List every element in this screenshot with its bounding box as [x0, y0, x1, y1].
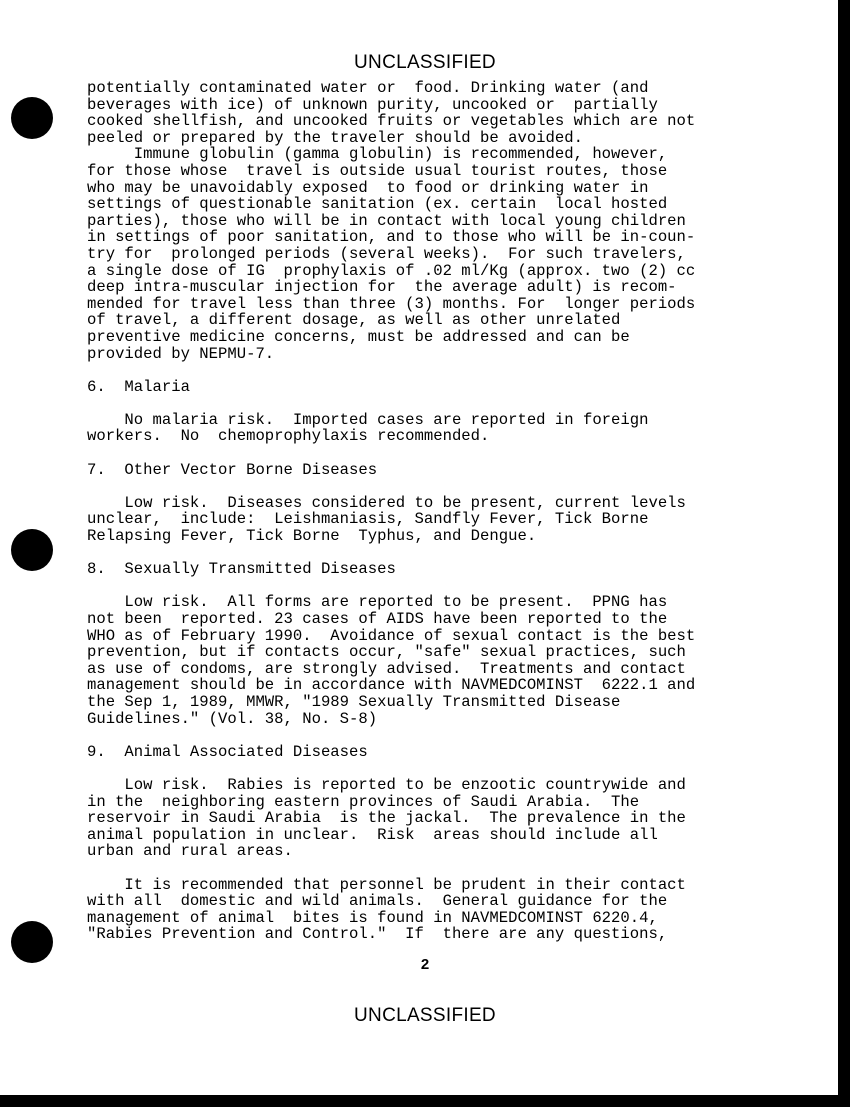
classification-banner-bottom: UNCLASSIFIED: [354, 1005, 496, 1026]
text-line: peeled or prepared by the traveler should be avoided.: [87, 128, 583, 147]
paragraph-gap: [87, 860, 767, 877]
punch-hole-top: [11, 97, 53, 139]
text-line: provided by NEPMU-7.: [87, 344, 275, 363]
contaminated-food-paragraph: [87, 80, 767, 146]
paragraph-gap: [87, 478, 767, 495]
text-line: parties), those who will be in contact with local young children: [87, 211, 686, 230]
punch-hole-middle: [11, 529, 53, 571]
paragraph-gap: [87, 727, 767, 744]
text-line: WHO as of February 1990. Avoidance of sexual contact is the best: [87, 626, 696, 645]
text-line: deep intra-muscular injection for the average adult) is recom-: [87, 278, 677, 297]
paragraph-gap: [87, 445, 767, 462]
text-line: mended for travel less than three (3) months. For longer periods: [87, 294, 696, 313]
text-line: No malaria risk. Imported cases are reported in foreign: [87, 410, 649, 429]
paragraph-gap: [87, 760, 767, 777]
text-line: "Rabies Prevention and Control." If there are any questions,: [87, 925, 668, 944]
text-line: potentially contaminated water or food. Drinking water (and: [87, 79, 649, 97]
text-line: Immune globulin (gamma globulin) is recommended, however,: [87, 145, 668, 164]
classification-banner-top: UNCLASSIFIED: [354, 52, 496, 73]
paragraph-gap: [87, 578, 767, 595]
scan-edge-right: [838, 0, 850, 1107]
text-line: not been reported. 23 cases of AIDS have been reported to the: [87, 610, 668, 628]
rabies-paragraph: [87, 777, 767, 860]
text-line: in the neighboring eastern provinces of Saudi Arabia. The: [87, 792, 640, 811]
text-line: a single dose of IG prophylaxis of .02 ml/Kg (approx. two (2) cc: [87, 261, 696, 280]
text-line: It is recommended that personnel be prudent in their contact: [87, 875, 686, 894]
text-line: 9. Animal Associated Diseases: [87, 742, 368, 761]
text-line: 8. Sexually Transmitted Diseases: [87, 560, 396, 579]
vector-borne-heading: [87, 462, 767, 479]
document-body: [87, 80, 767, 943]
text-line: settings of questionable sanitation (ex. certain local hosted: [87, 195, 668, 214]
paragraph-gap: [87, 362, 767, 379]
animal-contact-paragraph: [87, 877, 767, 943]
paragraph-gap: [87, 545, 767, 562]
text-line: prevention, but if contacts occur, "safe" sexual practices, such: [87, 643, 686, 662]
text-line: the Sep 1, 1989, MMWR, "1989 Sexually Transmitted Disease: [87, 692, 621, 711]
text-line: Low risk. Rabies is reported to be enzootic countrywide and: [87, 775, 686, 794]
malaria-heading: [87, 379, 767, 396]
text-line: unclear, include: Leishmaniasis, Sandfly Fever, Tick Borne: [87, 510, 649, 529]
text-line: animal population in unclear. Risk areas should include all: [87, 825, 658, 844]
malaria-paragraph: [87, 412, 767, 445]
text-line: 6. Malaria: [87, 377, 190, 396]
text-line: try for prolonged periods (several weeks). For such travelers,: [87, 244, 686, 263]
text-line: of travel, a different dosage, as well as other unrelated: [87, 311, 621, 330]
std-paragraph: [87, 594, 767, 727]
std-heading: [87, 561, 767, 578]
text-line: in settings of poor sanitation, and to those who will be in-coun-: [87, 228, 696, 247]
text-line: Low risk. Diseases considered to be present, current levels: [87, 493, 686, 512]
text-line: cooked shellfish, and uncooked fruits or vegetables which are not: [87, 112, 696, 131]
text-line: preventive medicine concerns, must be addressed and can be: [87, 327, 630, 346]
vector-borne-paragraph: [87, 495, 767, 545]
paragraph-gap: [87, 395, 767, 412]
text-line: urban and rural areas.: [87, 842, 293, 861]
page-number: 2: [420, 957, 430, 974]
text-line: Low risk. All forms are reported to be present. PPNG has: [87, 593, 668, 612]
text-line: for those whose travel is outside usual tourist routes, those: [87, 161, 668, 180]
scan-edge-bottom: [0, 1095, 850, 1107]
text-line: workers. No chemoprophylaxis recommended.: [87, 427, 490, 446]
text-line: 7. Other Vector Borne Diseases: [87, 460, 378, 479]
text-line: with all domestic and wild animals. General guidance for the: [87, 892, 668, 911]
text-line: management of animal bites is found in NAVMEDCOMINST 6220.4,: [87, 908, 658, 927]
text-line: reservoir in Saudi Arabia is the jackal. The prevalence in the: [87, 809, 686, 828]
text-line: Relapsing Fever, Tick Borne Typhus, and Dengue.: [87, 527, 537, 546]
animal-heading: [87, 744, 767, 761]
text-line: Guidelines." (Vol. 38, No. S-8): [87, 709, 378, 728]
text-line: who may be unavoidably exposed to food or drinking water in: [87, 178, 649, 197]
text-line: management should be in accordance with NAVMEDCOMINST 6222.1 and: [87, 676, 696, 695]
text-line: beverages with ice) of unknown purity, uncooked or partially: [87, 95, 658, 114]
immune-globulin-paragraph: [87, 146, 767, 362]
text-line: as use of condoms, are strongly advised. Treatments and contact: [87, 659, 686, 678]
